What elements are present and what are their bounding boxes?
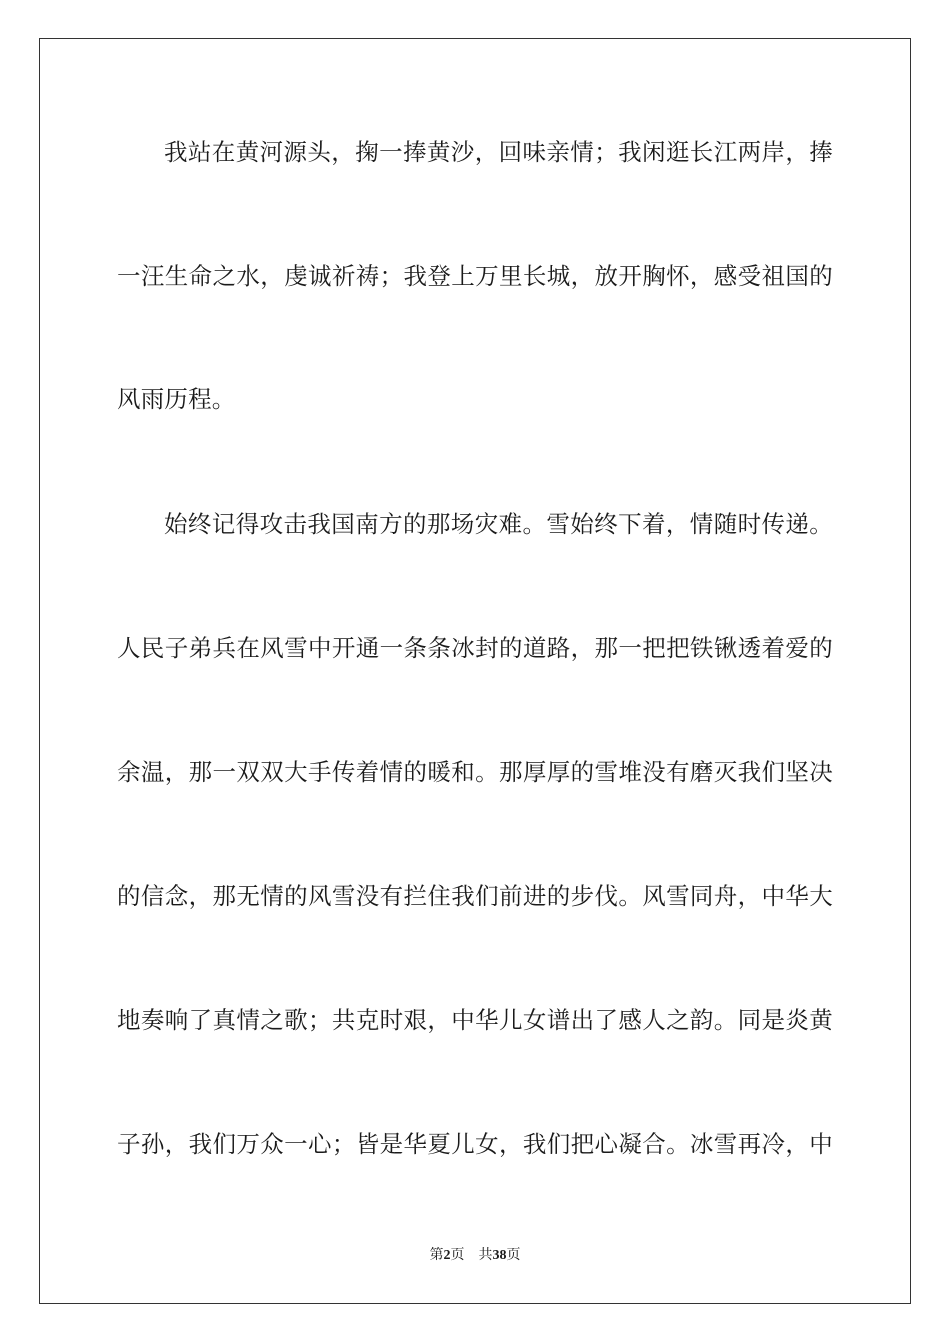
text-line: 一汪生命之水，虔诚祈祷；我登上万里长城，放开胸怀，感受祖国的 [117,262,833,290]
total-prefix: 共 [478,1247,493,1263]
text-line: 余温，那一双双大手传着情的暖和。那厚厚的雪堆没有磨灭我们坚决 [117,758,833,786]
page-number: 2 [443,1248,451,1263]
text-line: 始终记得攻击我国南方的那场灾难。雪始终下着，情随时传递。 [164,510,833,538]
text-line: 的信念，那无情的风雪没有拦住我们前进的步伐。风雪同舟，中华大 [117,882,833,910]
page-frame [39,38,911,1304]
text-line: 人民子弟兵在风雪中开通一条条冰封的道路，那一把把铁锹透着爱的 [117,634,833,662]
total-pages: 38 [492,1248,507,1263]
total-suffix: 页 [506,1247,521,1263]
page-prefix: 第 [429,1247,444,1263]
text-line: 风雨历程。 [117,385,236,413]
text-line: 地奏响了真情之歌；共克时艰，中华儿女谱出了感人之韵。同是炎黄 [117,1006,833,1034]
page-footer [0,1245,950,1266]
text-line: 子孙，我们万众一心；皆是华夏儿女，我们把心凝合。冰雪再冷，中 [117,1130,833,1158]
page-suffix: 页 [450,1247,465,1263]
text-line: 我站在黄河源头，掬一捧黄沙，回味亲情；我闲逛长江两岸，捧 [164,138,833,166]
